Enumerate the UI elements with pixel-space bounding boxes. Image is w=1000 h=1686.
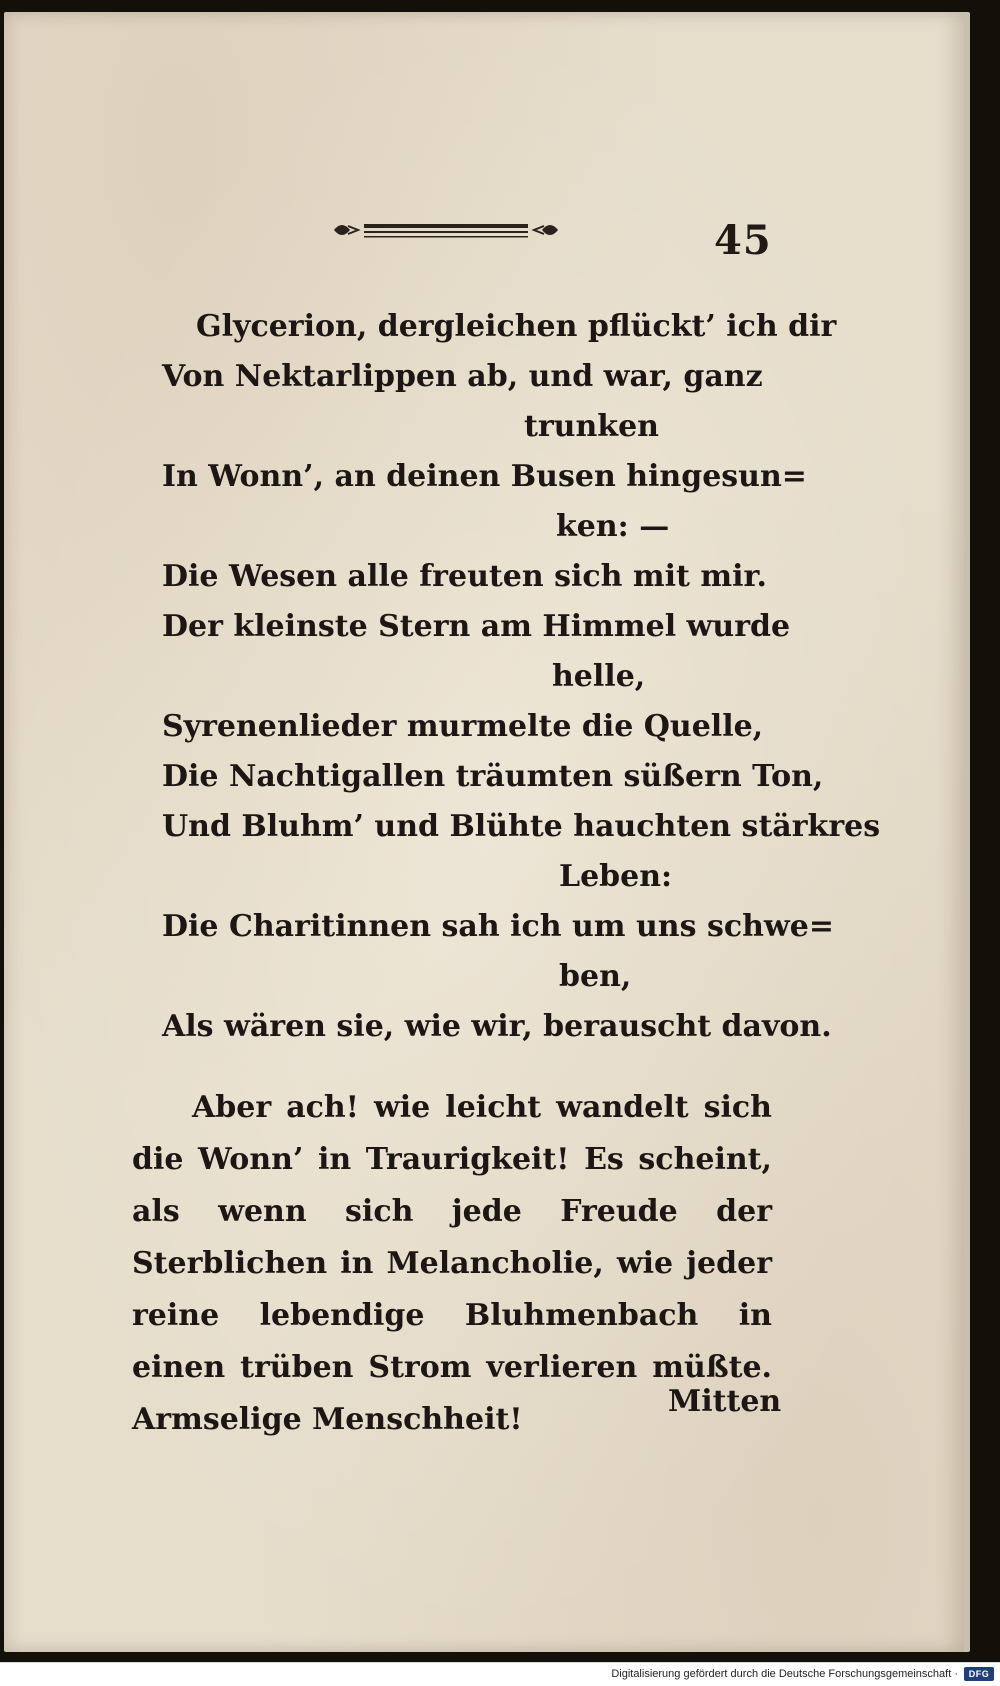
dfg-logo-icon: DFG (964, 1667, 994, 1681)
page-number: 45 (714, 217, 772, 264)
catchword: Mitten (668, 1384, 782, 1419)
verse-line: In Wonn’, an deinen Busen hingesun= (162, 459, 807, 494)
verse-block (4, 302, 969, 1052)
verse-line-continuation: Leben: (559, 859, 673, 894)
verse-line: Von Nektarlippen ab, und war, ganz (162, 359, 763, 394)
verse-line-continuation: trunken (524, 409, 659, 444)
verse-line-continuation: helle, (552, 659, 646, 694)
verse-line-continuation: ben, (559, 959, 632, 994)
book-page (4, 12, 970, 1652)
prose-text: Aber ach! wie leicht wandelt sich die Wonn’ in Traurigkeit! Es scheint, als wenn sich jede Freude der Sterblichen in Melancholie, wie jeder reine lebendige Bluhmenbach in einen trüben Strom verlieren müßte. Armselige Menschheit! (132, 1090, 772, 1437)
verse-line: Syrenenlieder murmelte die Quelle, (162, 709, 764, 744)
verse-line: Die Wesen alle freuten sich mit mir. (162, 559, 767, 594)
verse-line: Die Charitinnen sah ich um uns schwe= (162, 909, 834, 944)
digitization-credit: Digitalisierung gefördert durch die Deutsche Forschungsgemeinschaft · (611, 1668, 958, 1680)
verse-line-continuation: ken: — (556, 509, 670, 544)
ornament-rule (330, 217, 562, 243)
verse-line: Und Bluhm’ und Blühte hauchten stärkres (162, 809, 881, 844)
verse-line: Die Nachtigallen träumten süßern Ton, (162, 759, 824, 794)
verse-line: Der kleinste Stern am Himmel wurde (162, 609, 791, 644)
verse-line: Als wären sie, wie wir, berauscht davon. (162, 1009, 832, 1044)
digitization-credit-bar (0, 1662, 1000, 1686)
verse-line: Glycerion, dergleichen pflückt’ ich dir (196, 309, 837, 344)
